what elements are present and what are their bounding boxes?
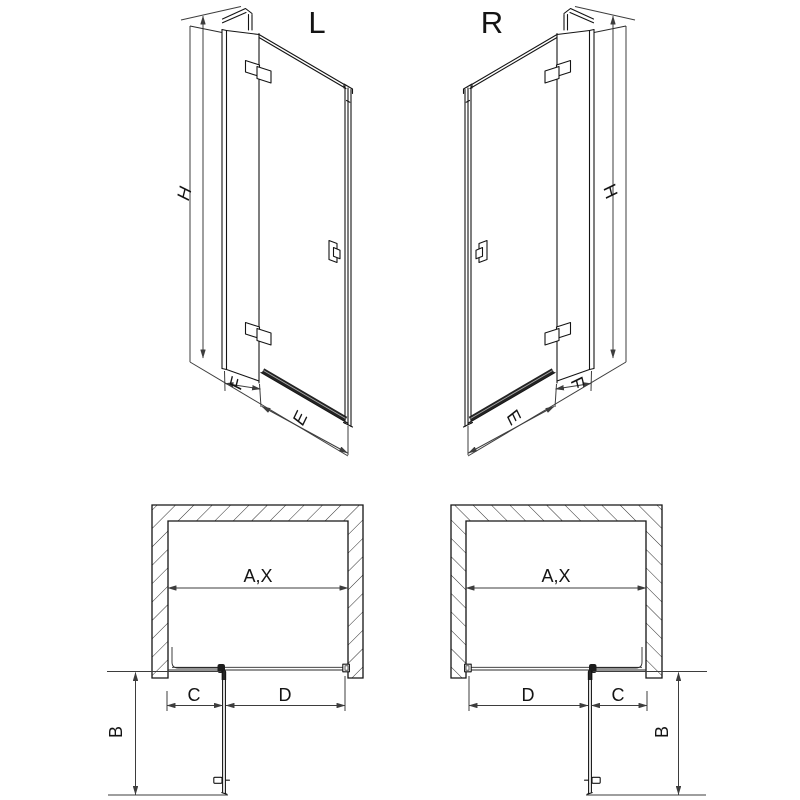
front-right-door-label: E [503,405,525,429]
plan-view-right [451,505,707,795]
plan-left-art [107,505,363,795]
front-left-title: L [308,5,326,40]
plan-right-door-label: D [521,685,535,705]
front-view-left [174,5,353,456]
front-left-fixed-label: F [226,373,247,394]
front-left-height-label: H [173,182,196,205]
plan-left-opening-label: A,X [243,566,273,586]
plan-left-fixed-label: C [187,685,201,705]
plan-left-depth-label: B [106,725,126,739]
plan-left-door-label: D [278,685,292,705]
front-right-title: R [480,5,504,40]
front-view-right [464,5,636,456]
plan-right-depth-label: B [652,725,672,739]
plan-view-left [106,505,363,795]
front-right-height-label: H [599,180,622,203]
front-left-door-label: E [289,406,311,430]
front-left-art [181,7,353,457]
front-right-fixed-label: F [567,373,588,394]
plan-right-art [451,505,707,795]
plan-right-opening-label: A,X [541,566,571,586]
plan-right-fixed-label: C [611,685,625,705]
front-right-art [464,7,636,457]
